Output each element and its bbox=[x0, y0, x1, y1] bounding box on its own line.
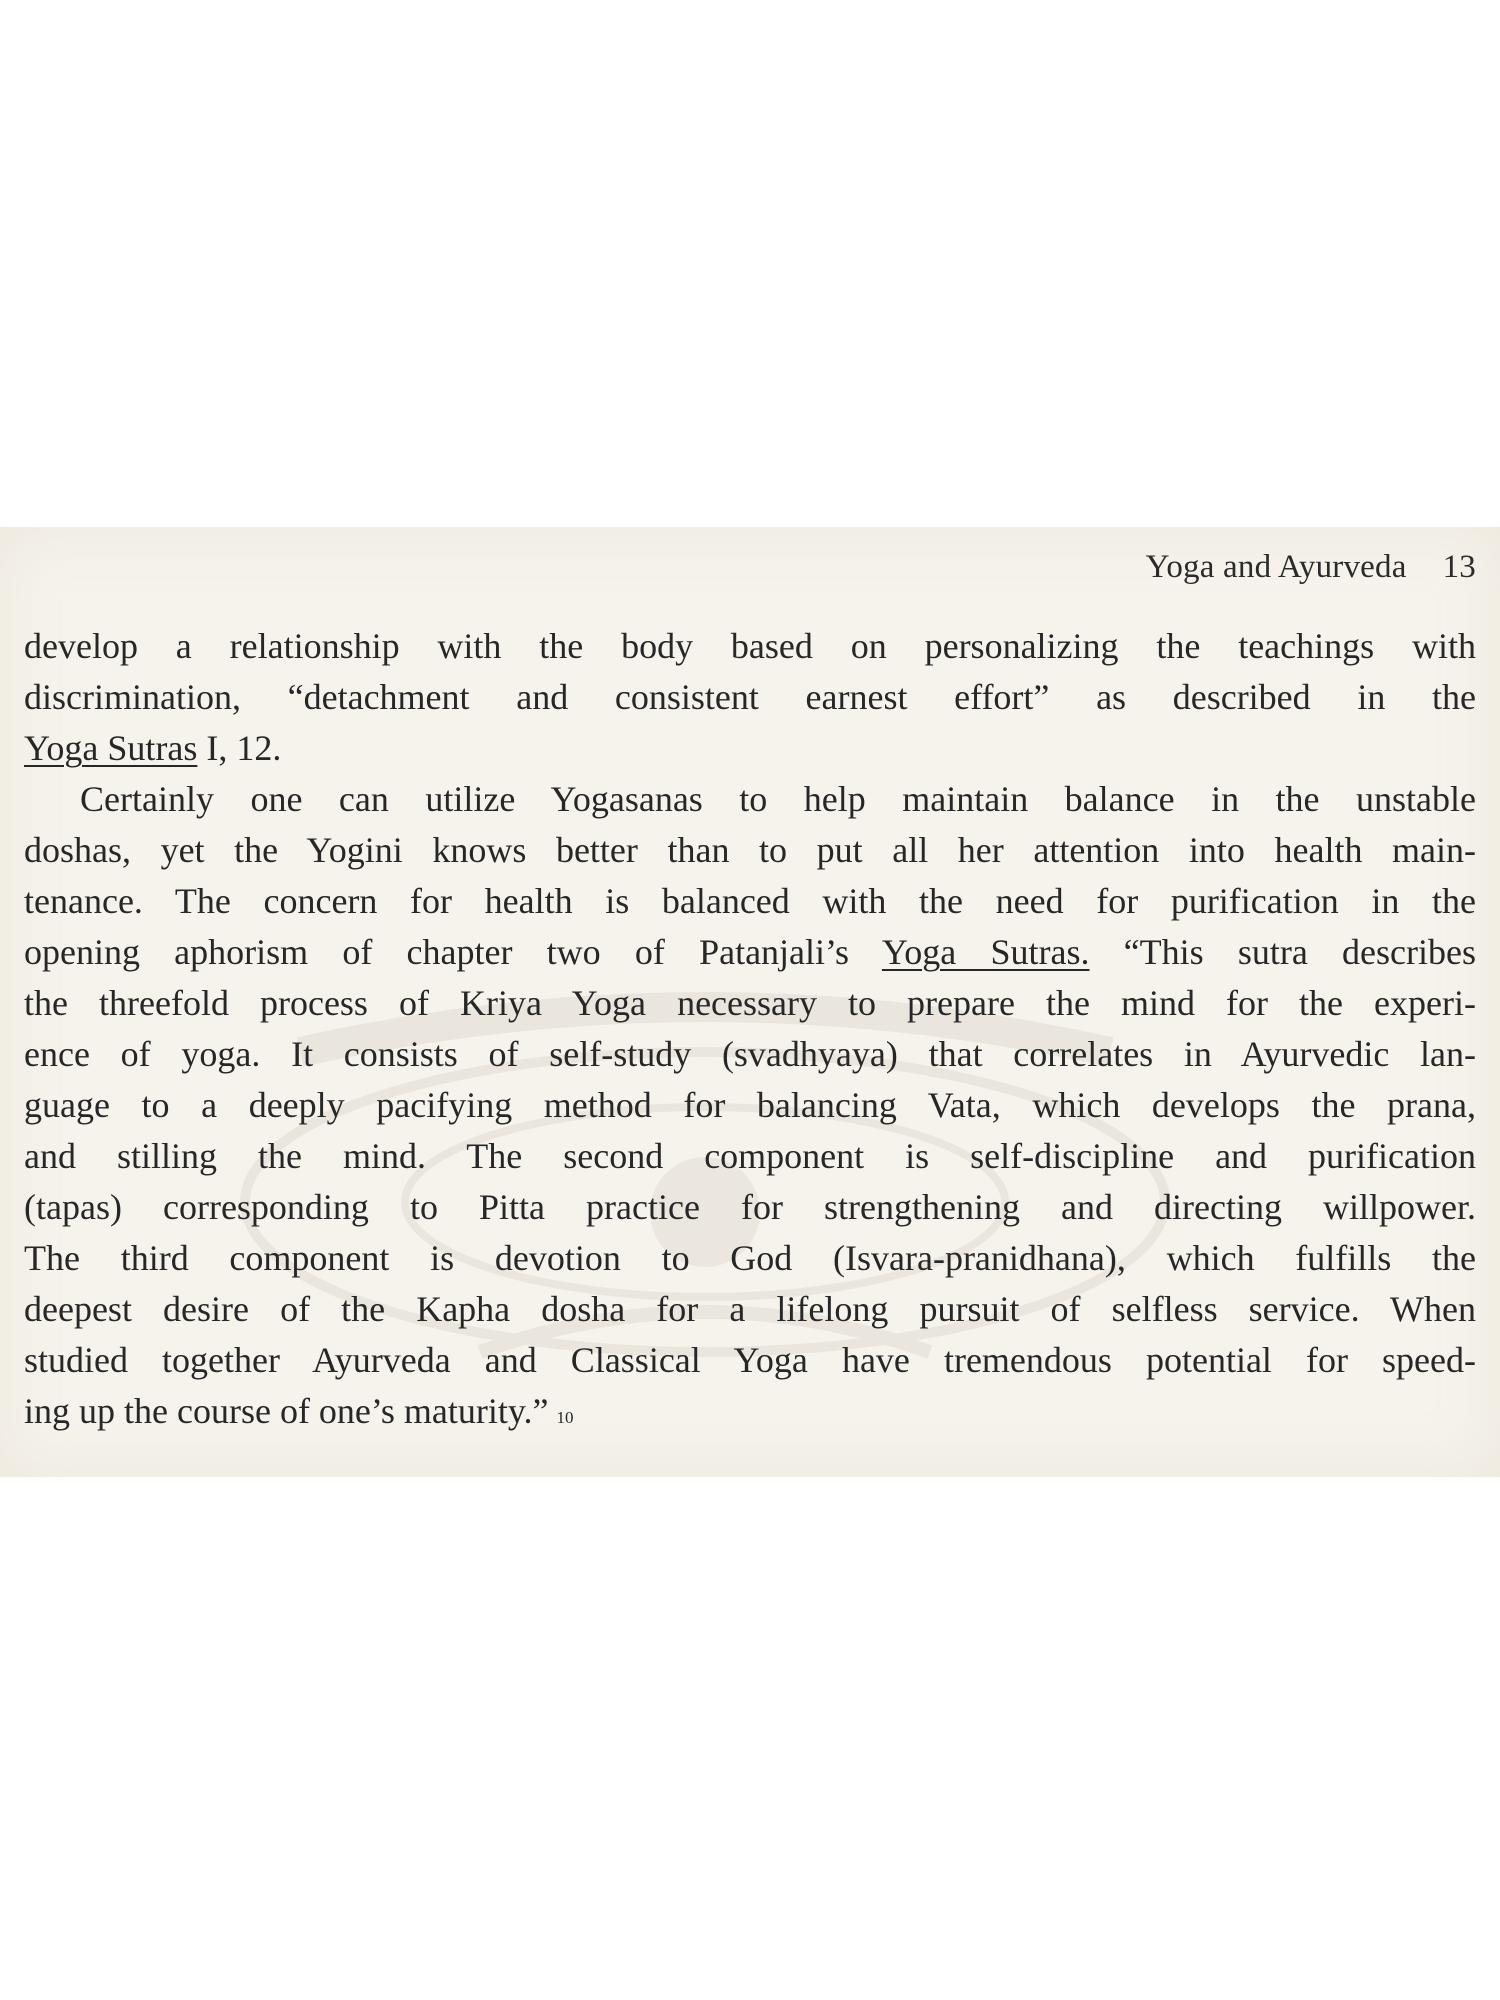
text-line bbox=[24, 1386, 1476, 1437]
text-run: discrimination, “detachment and consistent earnest effort” as described in the bbox=[24, 677, 1476, 717]
text-run: the threefold process of Kriya Yoga necessary to prepare the mind for the experi- bbox=[24, 983, 1476, 1023]
text-run: doshas, yet the Yogini knows better than to put all her attention into health main- bbox=[24, 830, 1476, 870]
text-line bbox=[24, 723, 1476, 774]
text-line bbox=[24, 1182, 1476, 1233]
book-title-yoga-sutras: Yoga Sutras bbox=[24, 728, 198, 768]
book-page bbox=[0, 527, 1500, 1477]
book-title-yoga-sutras: Yoga Sutras. bbox=[881, 932, 1090, 972]
text-run: develop a relationship with the body based on personalizing the teachings with bbox=[24, 626, 1476, 666]
text-run: opening aphorism of chapter two of Patanjali’s bbox=[24, 932, 882, 972]
text-run: (tapas) corresponding to Pitta practice for strengthening and directing willpower. bbox=[24, 1187, 1476, 1227]
text-line bbox=[24, 1335, 1476, 1386]
text-run: “This sutra describes bbox=[1089, 932, 1476, 972]
text-line bbox=[24, 672, 1476, 723]
text-line bbox=[24, 621, 1476, 672]
text-run: I, 12. bbox=[197, 728, 282, 768]
body-text bbox=[24, 621, 1476, 1437]
text-line bbox=[24, 1080, 1476, 1131]
text-line bbox=[24, 876, 1476, 927]
text-run: The third component is devotion to God (Isvara-pranidhana), which fulfills the bbox=[24, 1238, 1476, 1278]
footnote-marker: 10 bbox=[556, 1408, 574, 1427]
running-head-title: Yoga and Ayurveda bbox=[1145, 549, 1407, 585]
text-line bbox=[24, 1233, 1476, 1284]
text-line bbox=[24, 825, 1476, 876]
text-line bbox=[24, 774, 1476, 825]
text-line bbox=[24, 1029, 1476, 1080]
text-line bbox=[24, 927, 1476, 978]
text-run: Certainly one can utilize Yogasanas to help maintain balance in the unstable bbox=[80, 779, 1476, 819]
text-line bbox=[24, 978, 1476, 1029]
text-run: guage to a deeply pacifying method for balancing Vata, which develops the prana, bbox=[24, 1085, 1476, 1125]
text-run: ence of yoga. It consists of self-study (svadhyaya) that correlates in Ayurvedic lan- bbox=[24, 1034, 1476, 1074]
running-head bbox=[1146, 549, 1476, 586]
text-run: studied together Ayurveda and Classical Yoga have tremendous potential for speed- bbox=[24, 1340, 1476, 1380]
text-line bbox=[24, 1131, 1476, 1182]
text-run: ing up the course of one’s maturity.” bbox=[24, 1391, 549, 1431]
page-number: 13 bbox=[1442, 549, 1476, 585]
text-line bbox=[24, 1284, 1476, 1335]
text-run: and stilling the mind. The second component is self-discipline and purification bbox=[24, 1136, 1476, 1176]
text-run: tenance. The concern for health is balanced with the need for purification in the bbox=[24, 881, 1476, 921]
text-run: deepest desire of the Kapha dosha for a lifelong pursuit of selfless service. When bbox=[24, 1289, 1476, 1329]
